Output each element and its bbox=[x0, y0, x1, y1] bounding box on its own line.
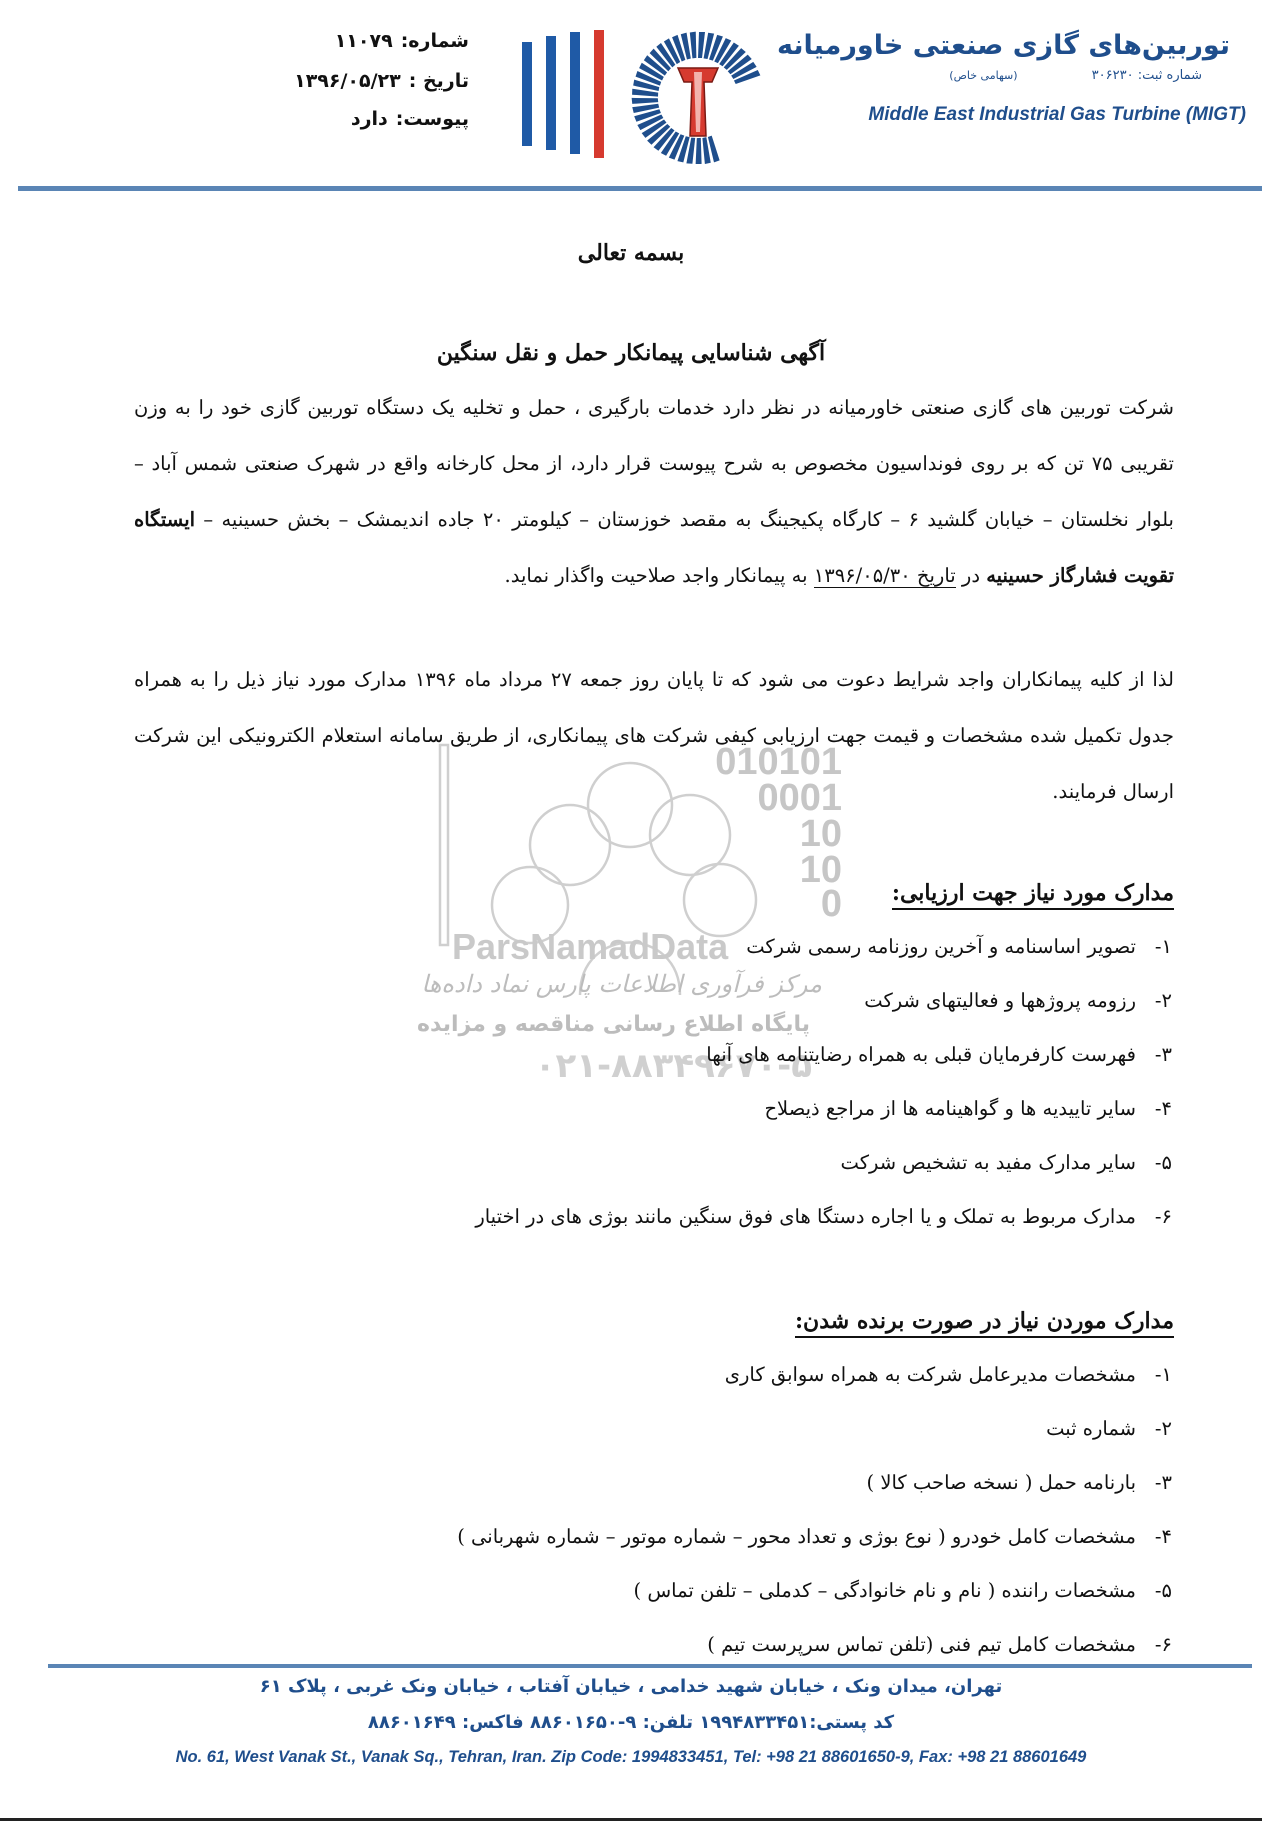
list-item-text: شماره ثبت bbox=[1046, 1417, 1136, 1440]
list-item-text: مدارک مربوط به تملک و یا اجاره دستگا های فوق سنگین مانند بوژی های در اختیار bbox=[475, 1205, 1136, 1228]
list-item-number: ۱- bbox=[1154, 1363, 1172, 1386]
watermark-binary-row: 10 bbox=[799, 813, 842, 855]
logo-turbine-blade bbox=[678, 68, 718, 136]
list-item-text: رزومه پروژهها و فعالیتهای شرکت bbox=[864, 989, 1136, 1012]
company-name-en: Middle East Industrial Gas Turbine (MIGT) bbox=[868, 104, 1246, 125]
header-divider bbox=[18, 186, 1262, 191]
watermark-binary-row: 0001 bbox=[757, 777, 842, 819]
list-item-text: بارنامه حمل ( نسخه صاحب کالا ) bbox=[866, 1471, 1136, 1494]
list-item-number: ۲- bbox=[1154, 989, 1172, 1012]
list-item-number: ۶- bbox=[1154, 1205, 1172, 1228]
company-name-fa: توربین‌های گازی صنعتی خاورمیانه bbox=[776, 30, 1230, 61]
letter-number-value: ۱۱۰۷۹ bbox=[334, 30, 393, 52]
list-item bbox=[475, 1190, 1172, 1244]
company-type: (سهامی خاص) bbox=[949, 69, 1018, 82]
letter-attachment-label: پیوست: bbox=[395, 108, 469, 130]
section-evaluation-title: مدارک مورد نیاز جهت ارزیابی: bbox=[892, 880, 1174, 910]
winner-documents-list bbox=[457, 1348, 1172, 1672]
list-item-number: ۳- bbox=[1154, 1043, 1172, 1066]
intro-paragraph bbox=[134, 380, 1174, 604]
list-item-text: تصویر اساسنامه و آخرین روزنامه رسمی شرکت bbox=[746, 935, 1136, 958]
list-item-text: سایر تاییدیه ها و گواهینامه ها از مراجع ذیصلاح bbox=[764, 1097, 1136, 1120]
list-item bbox=[475, 974, 1172, 1028]
document-title: آگهی شناسایی پیمانکار حمل و نقل سنگین bbox=[436, 340, 826, 366]
logo-fan-blade bbox=[632, 95, 659, 105]
list-item-number: ۴- bbox=[1154, 1525, 1172, 1548]
letter-date bbox=[294, 70, 469, 92]
logo-fan-blade bbox=[694, 138, 703, 164]
intro-date: تاریخ ۱۳۹۶/۰۵/۳۰ bbox=[813, 564, 956, 587]
logo-fan-blade bbox=[689, 32, 700, 59]
registration-number: شماره ثبت: ۳۰۶۲۳۰ bbox=[1091, 68, 1202, 83]
watermark-line-1: مرکز فرآوری اطلاعات پارس نماد داده‌ها bbox=[421, 970, 822, 998]
company-registration bbox=[949, 68, 1202, 83]
list-item-number: ۱- bbox=[1154, 935, 1172, 958]
list-item bbox=[457, 1510, 1172, 1564]
list-item-text: مشخصات کامل تیم فنی (تلفن تماس سرپرست تیم ) bbox=[707, 1633, 1136, 1656]
list-item-number: ۴- bbox=[1154, 1097, 1172, 1120]
watermark-line-2: پایگاه اطلاع رسانی مناقصه و مزایده bbox=[417, 1012, 810, 1037]
list-item-number: ۵- bbox=[1154, 1151, 1172, 1174]
logo-bars bbox=[522, 30, 604, 158]
list-item-text: مشخصات راننده ( نام و نام خانوادگی – کدملی – تلفن تماس ) bbox=[633, 1579, 1136, 1602]
list-item-text: مشخصات کامل خودرو ( نوع بوژی و تعداد محور – شماره موتور – شماره شهربانی ) bbox=[457, 1525, 1136, 1548]
list-item bbox=[475, 1028, 1172, 1082]
intro-part-2: در bbox=[955, 564, 987, 587]
footer-address-en: No. 61, West Vanak St., Vanak Sq., Tehran, Iran. Zip Code: 1994833451, Tel: +98 21 88601650-9, Fax: +98 21 88601649 bbox=[175, 1748, 1087, 1766]
invocation: بسمه تعالی bbox=[577, 240, 685, 266]
letter-attachment bbox=[351, 108, 469, 130]
letter-number bbox=[335, 30, 469, 52]
list-item bbox=[457, 1402, 1172, 1456]
list-item-number: ۲- bbox=[1154, 1417, 1172, 1440]
footer-address-fa: تهران، میدان ونک ، خیابان شهید خدامی ، خیابان آفتاب ، خیابان ونک غربی ، پلاک ۶۱ bbox=[259, 1676, 1003, 1697]
footer-contact-fa: کد پستی:۱۹۹۴۸۳۳۴۵۱ تلفن: ۹-۸۸۶۰۱۶۵۰ فاکس: ۸۸۶۰۱۶۴۹ bbox=[367, 1712, 895, 1733]
list-item bbox=[457, 1348, 1172, 1402]
page-bottom-border bbox=[0, 1818, 1262, 1821]
list-item-number: ۶- bbox=[1154, 1633, 1172, 1656]
list-item bbox=[457, 1564, 1172, 1618]
list-item bbox=[457, 1456, 1172, 1510]
intro-part-1: شرکت توربین های گازی صنعتی خاورمیانه در نظر دارد خدمات بارگیری ، حمل و تخلیه یک دستگاه توربین گازی خود را به وزن تقریبی ۷۵ تن که بر روی فونداسیون مخصوص به شرح پیوست قرار دارد، از محل کارخانه واقع در شهرک صنعتی شمس آباد – بلوار نخلستان – خیابان گلشید ۶ – کارگاه پکیجینگ به مقصد خوزستان – کیلومتر ۲۰ جاده اندیمشک – بخش حسینیه – bbox=[134, 396, 1174, 531]
letter-date-value: ۱۳۹۶/۰۵/۲۳ bbox=[294, 70, 401, 92]
letter-date-label: تاریخ : bbox=[408, 70, 469, 92]
watermark-phone: ۰۲۱-۸۸۳۴۹۶۷۰-۵ bbox=[534, 1046, 812, 1086]
invitation-paragraph: لذا از کلیه پیمانکاران واجد شرایط دعوت می شود که تا پایان روز جمعه ۲۷ مرداد ماه ۱۳۹۶ مدارک مورد نیاز ذیل را به همراه جدول تکمیل شده مشخصات و قیمت جهت ارزیابی کیفی شرکت های پیمانکاری، از طریق سامانه استعلام الکترونیکی این شرکت ارسال فرمایند. bbox=[134, 668, 1174, 803]
watermark-binary-row: 0 bbox=[820, 883, 842, 918]
watermark-binary-row: 010101 bbox=[715, 741, 842, 783]
letter-attachment-value: دارد bbox=[350, 108, 388, 130]
list-item-number: ۵- bbox=[1154, 1579, 1172, 1602]
section-winner-title: مدارک موردن نیاز در صورت برنده شدن: bbox=[795, 1308, 1174, 1338]
list-item-number: ۳- bbox=[1154, 1471, 1172, 1494]
list-item bbox=[475, 920, 1172, 974]
footer-divider bbox=[48, 1664, 1252, 1668]
list-item-text: فهرست کارفرمایان قبلی به همراه رضایتنامه های آنها bbox=[706, 1043, 1136, 1066]
intro-part-3: به پیمانکار واجد صلاحیت واگذار نماید. bbox=[504, 564, 814, 587]
intro-station-name: ایستگاه تقویت فشارگاز حسینیه bbox=[134, 508, 1174, 587]
letter-number-label: شماره: bbox=[400, 30, 469, 52]
list-item-text: مشخصات مدیرعامل شرکت به همراه سوابق کاری bbox=[724, 1363, 1136, 1386]
watermark-binary-row: 10 bbox=[799, 849, 842, 891]
list-item-text: سایر مدارک مفید به تشخیص شرکت bbox=[840, 1151, 1136, 1174]
watermark-brand: ParsNamadData bbox=[452, 926, 729, 967]
logo-fan-blade bbox=[698, 32, 705, 58]
company-logo bbox=[520, 24, 784, 164]
list-item bbox=[475, 1136, 1172, 1190]
evaluation-documents-list bbox=[475, 920, 1172, 1244]
list-item bbox=[475, 1082, 1172, 1136]
